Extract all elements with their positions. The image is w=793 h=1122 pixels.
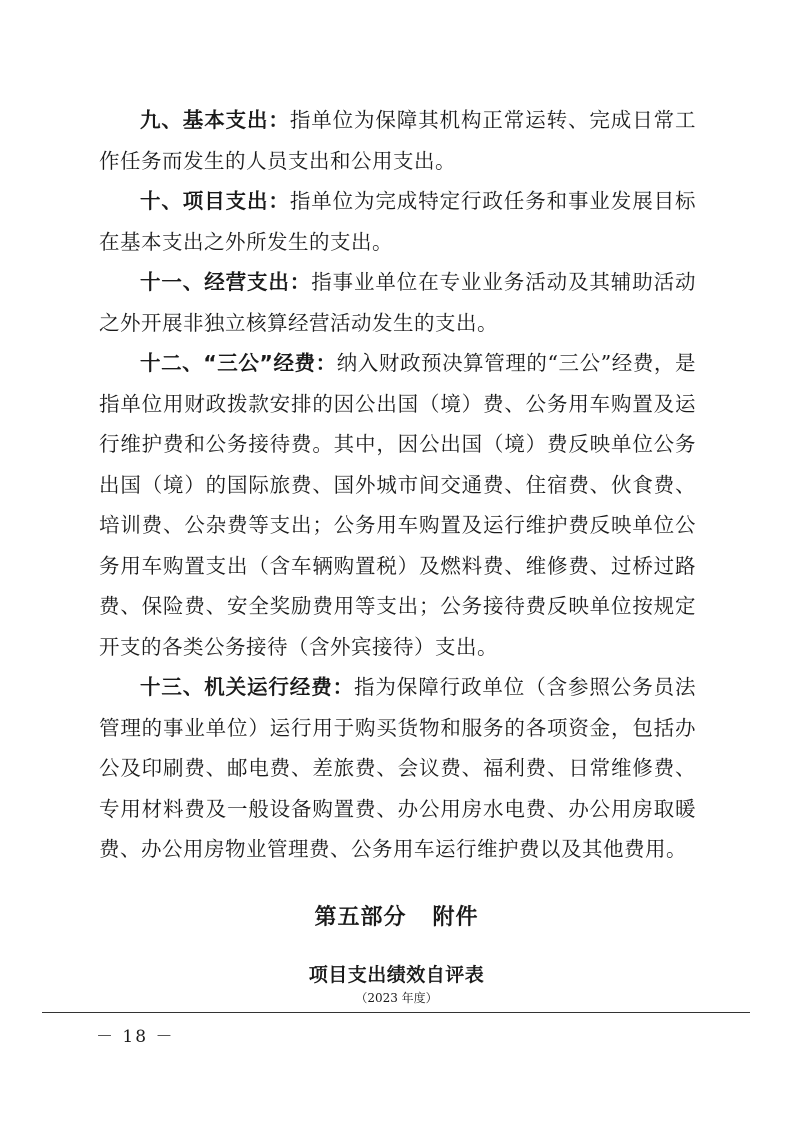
term-three-public-funds: 十二、“三公”经费： xyxy=(140,351,337,375)
section-part: 第五部分 xyxy=(314,905,407,930)
term-agency-operating-funds: 十三、机关运行经费： xyxy=(140,675,354,699)
table-title: 项目支出绩效自评表 xyxy=(308,964,485,986)
definition-project-expenditure: 指单位为完成特定行政任务和事业发展目标在基本支出之外所发生的支出。 xyxy=(99,189,697,254)
section-title xyxy=(0,900,793,931)
page-number: － 18 － xyxy=(96,1027,175,1047)
paragraph-project-expenditure xyxy=(99,181,696,262)
divider-line xyxy=(42,1012,750,1013)
table-year: （2023 年度） xyxy=(355,991,438,1005)
definition-operating-expenditure: 指事业单位在专业业务活动及其辅助活动之外开展非独立核算经营活动发生的支出。 xyxy=(99,270,697,335)
section-name: 附件 xyxy=(432,905,479,930)
paragraph-agency-operating-funds xyxy=(99,667,696,870)
definition-basic-expenditure: 指单位为保障其机构正常运转、完成日常工作任务而发生的人员支出和公用支出。 xyxy=(99,108,697,173)
paragraph-basic-expenditure xyxy=(99,100,696,181)
paragraph-three-public-funds xyxy=(99,343,696,667)
term-operating-expenditure: 十一、经营支出： xyxy=(140,270,312,294)
definition-three-public-funds: 纳入财政预决算管理的“三公”经费，是指单位用财政拨款安排的因公出国（境）费、公务用车购置及运行维护费和公务接待费。其中，因公出国（境）费反映单位公务出国（境）的国际旅费、国外城市间交通费、住宿费、伙食费、培训费、公杂费等支出；公务用车购置及运行维护费反映单位公务用车购置支出（含车辆购置税）及燃料费、维修费、过桥过路费、保险费、安全奖励费用等支出；公务接待费反映单位按规定开支的各类公务接待（含外宾接待）支出。 xyxy=(99,351,696,659)
paragraph-operating-expenditure xyxy=(99,262,696,343)
definition-agency-operating-funds: 指为保障行政单位（含参照公务员法管理的事业单位）运行用于购买货物和服务的各项资金，包括办公及印刷费、邮电费、差旅费、会议费、福利费、日常维修费、专用材料费及一般设备购置费、办公用房水电费、办公用房取暖费、办公用房物业管理费、公务用车运行维护费以及其他费用。 xyxy=(99,675,696,861)
term-basic-expenditure: 九、基本支出： xyxy=(140,108,290,132)
body-text xyxy=(99,100,696,870)
term-project-expenditure: 十、项目支出： xyxy=(140,189,290,213)
